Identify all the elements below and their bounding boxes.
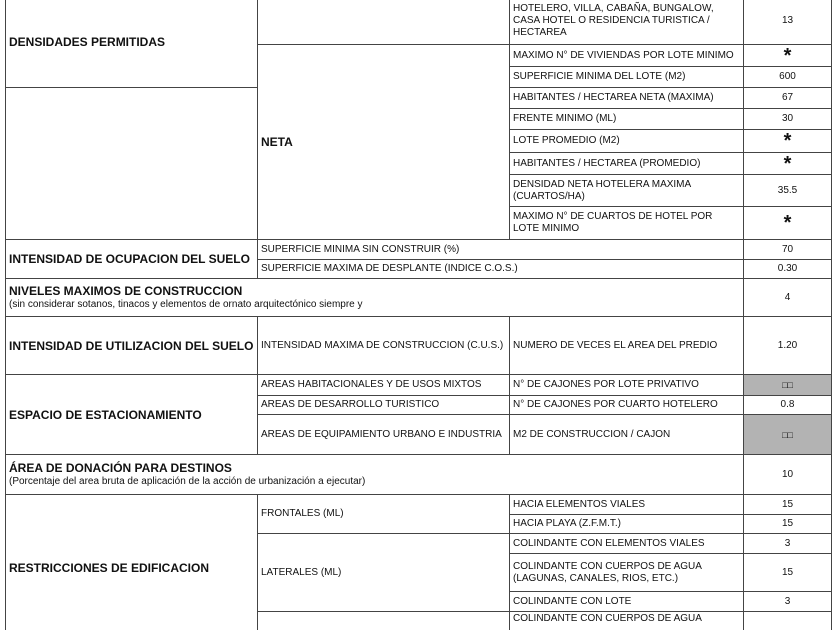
neta-row-label: HABITANTES / HECTAREA (PROMEDIO) bbox=[510, 153, 744, 175]
densidades-upper-cell bbox=[258, 0, 510, 45]
estacionamiento-area: AREAS DE EQUIPAMIENTO URBANO E INDUSTRIA bbox=[258, 415, 510, 455]
table-row bbox=[6, 455, 832, 495]
frontales-label: FRONTALES (ML) bbox=[258, 495, 510, 534]
neta-row-value: * bbox=[744, 153, 832, 175]
niveles-cell bbox=[6, 279, 744, 317]
table-row bbox=[6, 240, 832, 260]
ocupacion-title: INTENSIDAD DE OCUPACION DEL SUELO bbox=[6, 240, 258, 279]
utilizacion-value: 1.20 bbox=[744, 317, 832, 375]
ocupacion-row-label: SUPERFICIE MINIMA SIN CONSTRUIR (%) bbox=[258, 240, 744, 260]
laterales-label: LATERALES (ML) bbox=[258, 534, 510, 612]
estacionamiento-area: AREAS HABITACIONALES Y DE USOS MIXTOS bbox=[258, 375, 510, 396]
neta-row-label: MAXIMO N° DE VIVIENDAS POR LOTE MINIMO bbox=[510, 45, 744, 67]
laterales-row-label: COLINDANTE CON ELEMENTOS VIALES bbox=[510, 534, 744, 554]
niveles-title: NIVELES MAXIMOS DE CONSTRUCCION bbox=[9, 284, 243, 298]
laterales-row-value: 15 bbox=[744, 554, 832, 592]
donacion-value: 10 bbox=[744, 455, 832, 495]
neta-row-value: * bbox=[744, 207, 832, 240]
neta-row-label: FRENTE MINIMO (ML) bbox=[510, 109, 744, 130]
donacion-cell bbox=[6, 455, 744, 495]
utilizacion-title: INTENSIDAD DE UTILIZACION DEL SUELO bbox=[6, 317, 258, 375]
table-row bbox=[6, 0, 832, 45]
restricciones-next-cell bbox=[258, 612, 510, 630]
neta-row-label: HABITANTES / HECTAREA NETA (MAXIMA) bbox=[510, 88, 744, 109]
neta-row-value: * bbox=[744, 130, 832, 153]
estacionamiento-unit: M2 DE CONSTRUCCION / CAJON bbox=[510, 415, 744, 455]
table-row bbox=[6, 495, 832, 515]
ocupacion-row-value: 0.30 bbox=[744, 260, 832, 279]
ocupacion-row-label: SUPERFICIE MAXIMA DE DESPLANTE (INDICE C.O.S.) bbox=[258, 260, 744, 279]
neta-label: NETA bbox=[258, 45, 510, 240]
donacion-title: ÁREA DE DONACIÓN PARA DESTINOS bbox=[9, 461, 232, 475]
frontales-row-value: 15 bbox=[744, 495, 832, 515]
laterales-row-value: 3 bbox=[744, 592, 832, 612]
neta-row-label: DENSIDAD NETA HOTELERA MAXIMA (CUARTOS/HA) bbox=[510, 175, 744, 207]
estacionamiento-unit: N° DE CAJONES POR LOTE PRIVATIVO bbox=[510, 375, 744, 396]
laterales-row-label: COLINDANTE CON LOTE bbox=[510, 592, 744, 612]
table-row bbox=[6, 375, 832, 396]
estacionamiento-value: □□ bbox=[744, 415, 832, 455]
estacionamiento-unit: N° DE CAJONES POR CUARTO HOTELERO bbox=[510, 396, 744, 415]
restricciones-title: RESTRICCIONES DE EDIFICACION bbox=[6, 495, 258, 630]
neta-row-label: LOTE PROMEDIO (M2) bbox=[510, 130, 744, 153]
neta-row-value: * bbox=[744, 45, 832, 67]
frontales-row-label: HACIA PLAYA (Z.F.M.T.) bbox=[510, 515, 744, 534]
table-row bbox=[6, 279, 832, 317]
frontales-row-value: 15 bbox=[744, 515, 832, 534]
niveles-value: 4 bbox=[744, 279, 832, 317]
neta-row-value: 30 bbox=[744, 109, 832, 130]
laterales-row-label: COLINDANTE CON CUERPOS DE AGUA (LAGUNAS, CANALES, RIOS, ETC.) bbox=[510, 554, 744, 592]
donacion-note: (Porcentaje del area bruta de aplicación de la acción de urbanización a ejecutar) bbox=[9, 476, 366, 487]
niveles-note: (sin considerar sotanos, tinacos y elementos de ornato arquitectónico siempre y bbox=[9, 299, 363, 310]
densidades-top-label: HOTELERO, VILLA, CABAÑA, BUNGALOW, CASA HOTEL O RESIDENCIA TURISTICA / HECTAREA bbox=[510, 0, 744, 45]
neta-row-label: SUPERFICIE MINIMA DEL LOTE (M2) bbox=[510, 67, 744, 88]
neta-row-value: 67 bbox=[744, 88, 832, 109]
densidades-title: DENSIDADES PERMITIDAS bbox=[6, 0, 258, 88]
estacionamiento-title: ESPACIO DE ESTACIONAMIENTO bbox=[6, 375, 258, 455]
estacionamiento-value: □□ bbox=[744, 375, 832, 396]
densidades-lower-cell bbox=[6, 88, 258, 240]
laterales-row-value bbox=[744, 612, 832, 630]
regulations-table bbox=[5, 0, 832, 630]
estacionamiento-area: AREAS DE DESARROLLO TURISTICO bbox=[258, 396, 510, 415]
ocupacion-row-value: 70 bbox=[744, 240, 832, 260]
laterales-row-value: 3 bbox=[744, 534, 832, 554]
utilizacion-label: INTENSIDAD MAXIMA DE CONSTRUCCION (C.U.S.) bbox=[258, 317, 510, 375]
densidades-top-value: 13 bbox=[744, 0, 832, 45]
neta-row-value: 35.5 bbox=[744, 175, 832, 207]
neta-row-value: 600 bbox=[744, 67, 832, 88]
utilizacion-unit: NUMERO DE VECES EL AREA DEL PREDIO bbox=[510, 317, 744, 375]
frontales-row-label: HACIA ELEMENTOS VIALES bbox=[510, 495, 744, 515]
table-row bbox=[6, 317, 832, 375]
estacionamiento-value: 0.8 bbox=[744, 396, 832, 415]
laterales-row-label: COLINDANTE CON CUERPOS DE AGUA bbox=[510, 612, 744, 630]
neta-row-label: MAXIMO N° DE CUARTOS DE HOTEL POR LOTE MINIMO bbox=[510, 207, 744, 240]
